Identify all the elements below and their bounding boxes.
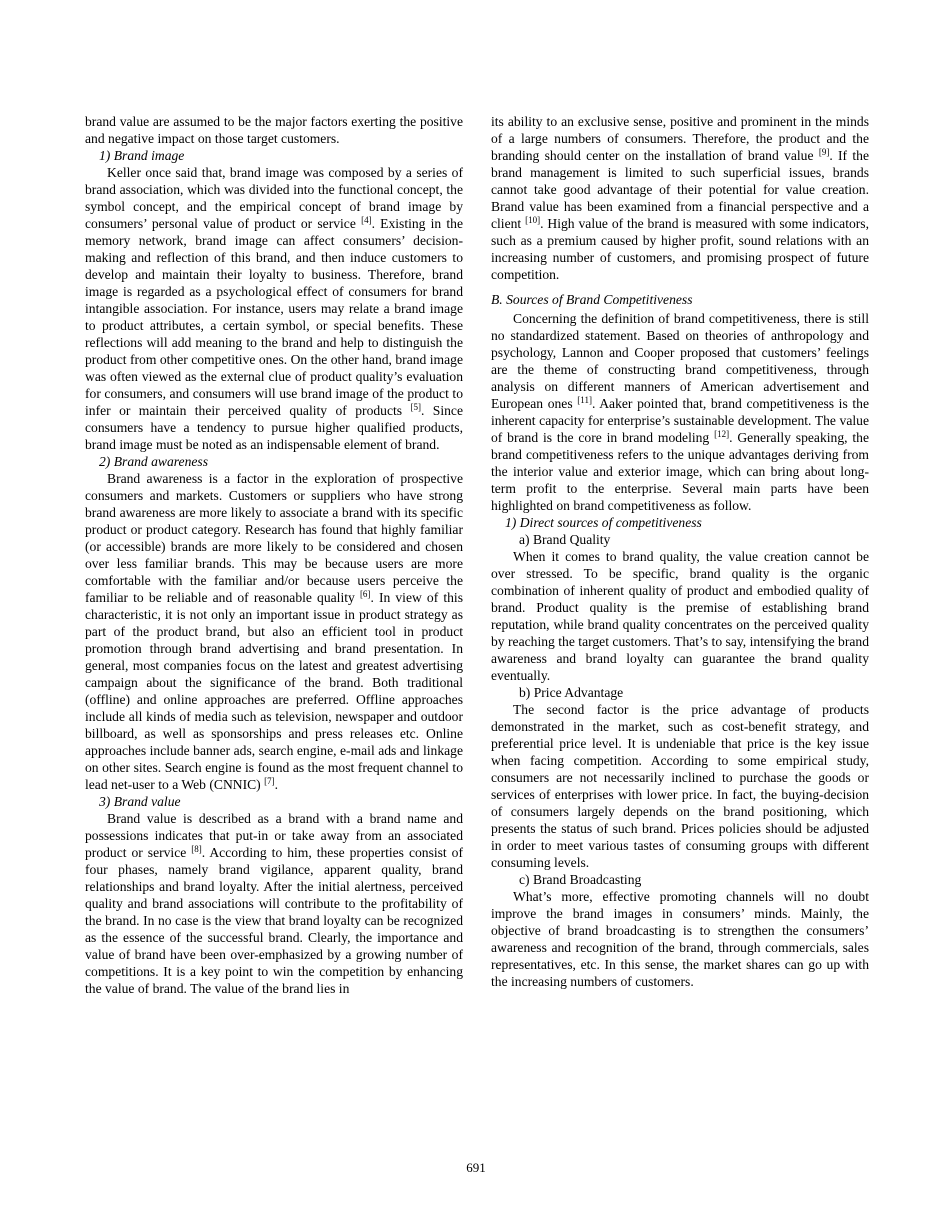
citation: [5] (410, 402, 421, 412)
left-column (85, 113, 463, 997)
citation: [7] (264, 776, 275, 786)
paragraph: What’s more, effective promoting channels will no doubt improve the brand images in consumers’ minds. Mainly, the objective of brand broadcasting is to strengthen the consumers’ awareness and recognition of the brand, through commercials, sales representatives, etc. In this sense, the market shares can go up with the increasing numbers of customers. (491, 889, 869, 989)
citation: [6] (359, 589, 371, 599)
subsection-heading-brand-image: 1) Brand image (99, 148, 185, 163)
paragraph: brand value are assumed to be the major factors exerting the positive and negative impact on those target customers. (85, 114, 463, 146)
subsection-heading-direct-sources: 1) Direct sources of competitiveness (505, 515, 702, 530)
heading-brand-broadcasting: c) Brand Broadcasting (519, 872, 642, 887)
subsection-heading-brand-awareness: 2) Brand awareness (99, 454, 208, 469)
paragraph: its ability to an exclusive sense, positive and prominent in the minds of a large numbers of consumers. Therefore, the product and the branding should center on the installation of brand value [9]. If the brand management is limited to such superficial issues, brands cannot take good advantage of their potential for value creation. Brand value has been examined from a financial perspective and a client [10]. High value of the brand is measured with some indicators, such as a premium caused by higher profit, sound relations with an increasing number of customers, and promising prospect of future competition. (491, 114, 869, 282)
paragraph: Keller once said that, brand image was composed by a series of brand association, which was divided into the functional concept, the symbol concept, and the empirical concept of brand image by consumers’ personal value of product or service [4]. Existing in the memory network, brand image can affect consumers’ decision-making and reflection of this brand, and then induce customers to develop and maintain their loyalty to business. Therefore, brand image is regarded as a psychological effect of consumers for brand intangible association. For instance, users may relate a brand image to product attributes, a certain symbol, or special benefits. These reflections will add meaning to the brand and help to distinguish the product from other competitive ones. On the other hand, brand image was often viewed as the external clue of product quality’s evaluation for consumers, and consumers will use brand image of the product to infer or maintain their perceived quality of products [5]. Since consumers have a tendency to pursue higher qualified products, brand image must be noted as an indispensable element of brand. (85, 165, 464, 452)
paragraph: Brand awareness is a factor in the exploration of prospective consumers and markets. Customers or suppliers who have strong brand awareness are more likely to associate a brand with its specific product or product category. Research has found that highly familiar (or accessible) brands are more likely to be considered and chosen over less familiar brands. This may be because users are more comfortable with the familiar and/or because users perceive the familiar to be reliable and of reasonable quality [6]. In view of this characteristic, it is not only an important issue in product strategy as part of the product brand, but also an efficient tool in product promotion through brand advertising and brand presentation. In general, most companies focus on the latest and greatest advertising campaign about the significance of the brand. Both traditional (offline) and online approaches are preferred. Offline approaches include all kinds of media such as television, newspaper and outdoor billboard, as well as sponsorships and press releases etc. Online approaches include banner ads, search engine, e-mail ads and linkage on other sites. Search engine is found as the most frequent channel to lead net-user to a Web (CNNIC) [7]. (85, 471, 464, 792)
citation: [4] (361, 215, 372, 225)
citation: [10] (525, 215, 541, 225)
paragraph: Brand value is described as a brand with a brand name and possessions indicates that put-in or take away from an associated product or service [8]. According to him, these properties consist of four phases, namely brand vigilance, apparent quality, brand relationships and brand loyalty. After the initial alertness, perceived quality and brand associations will contribute to the profitability of the brand. In no case is the view that brand loyalty can be recognized as the essence of the successful brand. Clearly, the importance and value of brand have been over-emphasized by a growing number of competitions. It is a key point to win the competition by enhancing the value of brand. The value of the brand lies in (85, 811, 463, 996)
paragraph: Concerning the definition of brand competitiveness, there is still no standardized statement. Based on theories of anthropology and psychology, Lannon and Cooper proposed that customers’ feelings are the theme of constructing brand competitiveness, through analysis on different manners of American advertisement and European ones [11]. Aaker pointed that, brand competitiveness is the inherent capacity for enterprise’s sustainable development. The value of brand is the core in brand modeling [12]. Generally speaking, the brand competitiveness refers to the unique advantages deriving from the interior value and exterior image, which can bring about long-term profit to the enterprise. Several main parts have been highlighted on brand competitiveness as follow. (491, 311, 869, 513)
subsection-heading-brand-value: 3) Brand value (99, 794, 181, 809)
right-column (491, 113, 869, 990)
paragraph: The second factor is the price advantage of products demonstrated in the market, such as cost-benefit strategy, and preferential price level. It is undeniable that price is the key issue when facing competition. According to some empirical study, consumers are not necessarily inclined to purchase the goods or services of enterprises with lower price. In fact, the buying-decision of consumers largely depends on the brand positioning, which presents the status of such brand. Prices policies should be adjusted in order to meet various tastes of consuming groups with different consuming levels. (491, 702, 869, 870)
section-heading-sources: B. Sources of Brand Competitiveness (491, 292, 693, 307)
citation: [8] (191, 844, 202, 854)
paragraph: When it comes to brand quality, the value creation cannot be over stressed. To be specific, brand quality is the organic combination of inherent quality of product and embodied quality of brand. Product quality is the premise of establishing brand reputation, while brand quality concentrates on the perceived quality by reaching the target customers. That’s to say, intensifying the brand awareness and brand loyalty can guarantee the brand quality eventually. (491, 549, 869, 683)
page-number: 691 (466, 1160, 486, 1175)
citation: [9] (818, 147, 830, 157)
citation: [11] (577, 395, 592, 405)
citation: [12] (714, 429, 730, 439)
heading-price-advantage: b) Price Advantage (519, 685, 624, 700)
heading-brand-quality: a) Brand Quality (519, 532, 611, 547)
